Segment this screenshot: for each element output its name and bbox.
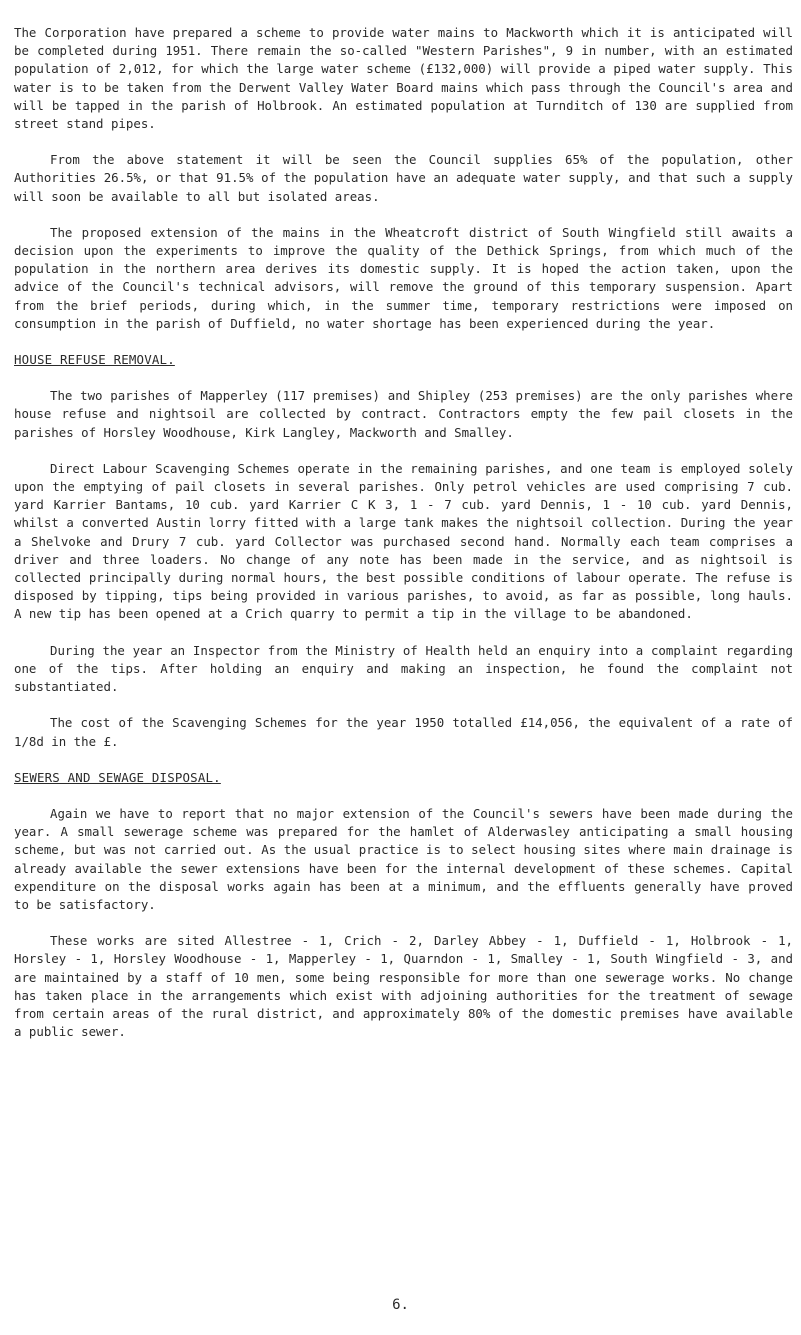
- paragraph-ministry-enquiry: During the year an Inspector from the Ministry of Health held an enquiry into a complaint regarding one of the tips. After holding an enquiry and making an inspection, he found the complaint not substantiated.: [14, 642, 793, 695]
- paragraph-sewage-works-list: These works are sited Allestree - 1, Crich - 2, Darley Abbey - 1, Duffield - 1, Holbrook - 1, Horsley - 1, Horsley Woodhouse - 1, Mapperley - 1, Quarndon - 1, Smalley - 1, South Wingfield - 3, and are maintained by a staff of 10 men, some being responsible for more than one sewerage works. No change has taken place in the arrangements which exist with adjoining authorities for the treatment of sewage from certain areas of the rural district, and approximately 80% of the domestic premises have available a public sewer.: [14, 933, 793, 1040]
- heading-sewers-and-sewage-disposal: SEWERS AND SEWAGE DISPOSAL.: [14, 769, 221, 785]
- paragraph-contract-collection: The two parishes of Mapperley (117 premises) and Shipley (253 premises) are the only parishes where house refuse and nightsoil are collected by contract. Contractors empty the few pail closets in the parishes of Horsley Woodhouse, Kirk Langley, Mackworth and Smalley.: [14, 388, 793, 440]
- heading-house-refuse-removal: HOUSE REFUSE REMOVAL.: [14, 352, 175, 368]
- page-number: 6.: [392, 1297, 409, 1313]
- paragraph-sewer-extensions: Again we have to report that no major extension of the Council's sewers have been made during the year. A small sewerage scheme was prepared for the hamlet of Alderwasley anticipating a small housing scheme, but was not carried out. As the usual practice is to select housing sites where main drainage is already available the sewer extensions have been for the internal development of these schemes. Capital expenditure on the disposal works again has been at a minimum, and the effluents generally have proved to be satisfactory.: [14, 805, 793, 912]
- paragraph-wheatcroft-extension: The proposed extension of the mains in the Wheatcroft district of South Wingfield still awaits a decision upon the experiments to improve the quality of the Dethick Springs, from which much of the population in the northern area derives its domestic supply. It is hoped the action taken, upon the advice of the Council's technical advisors, will remove the ground of this temporary suspension. Apart from the brief periods, during which, in the summer time, temporary restrictions were imposed on consumption in the parish of Duffield, no water shortage has been experienced during the year.: [14, 224, 793, 331]
- paragraph-water-supply-percentages: From the above statement it will be seen the Council supplies 65% of the population, other Authorities 26.5%, or that 91.5% of the population have an adequate water supply, and that such a supply will soon be available to all but isolated areas.: [14, 152, 793, 204]
- paragraph-direct-labour-scavenging: Direct Labour Scavenging Schemes operate in the remaining parishes, and one team is employed solely upon the emptying of pail closets in several parishes. Only petrol vehicles are used comprising 7 cub. yard Karrier Bantams, 10 cub. yard Karrier C K 3, 1 - 7 cub. yard Dennis, 1 - 10 cub. yard Dennis, whilst a converted Austin lorry fitted with a large tank makes the nightsoil collection. During the year a Shelvoke and Drury 7 cub. yard Collector was purchased second hand. Normally each team comprises a driver and three loaders. No change of any note has been made in the service, and as nightsoil is collected principally during normal hours, the best possible conditions of labour operate. The refuse is disposed by tipping, tips being provided in various parishes, to avoid, as far as possible, long hauls. A new tip has been opened at a Crich quarry to permit a tip in the village to be abandoned.: [14, 460, 793, 622]
- paragraph-scavenging-cost: The cost of the Scavenging Schemes for the year 1950 totalled £14,056, the equivalent of a rate of 1/8d in the £.: [14, 715, 793, 749]
- paragraph-water-mains-mackworth: The Corporation have prepared a scheme to provide water mains to Mackworth which it is anticipated will be completed during 1951. There remain the so-called "Western Parishes", 9 in number, with an estimated population of 2,012, for which the large water scheme (£132,000) will provide a piped water supply. This water is to be taken from the Derwent Valley Water Board mains which pass through the Council's area and will be tapped in the parish of Holbrook. An estimated population at Turnditch of 130 are supplied from street stand pipes.: [14, 25, 793, 132]
